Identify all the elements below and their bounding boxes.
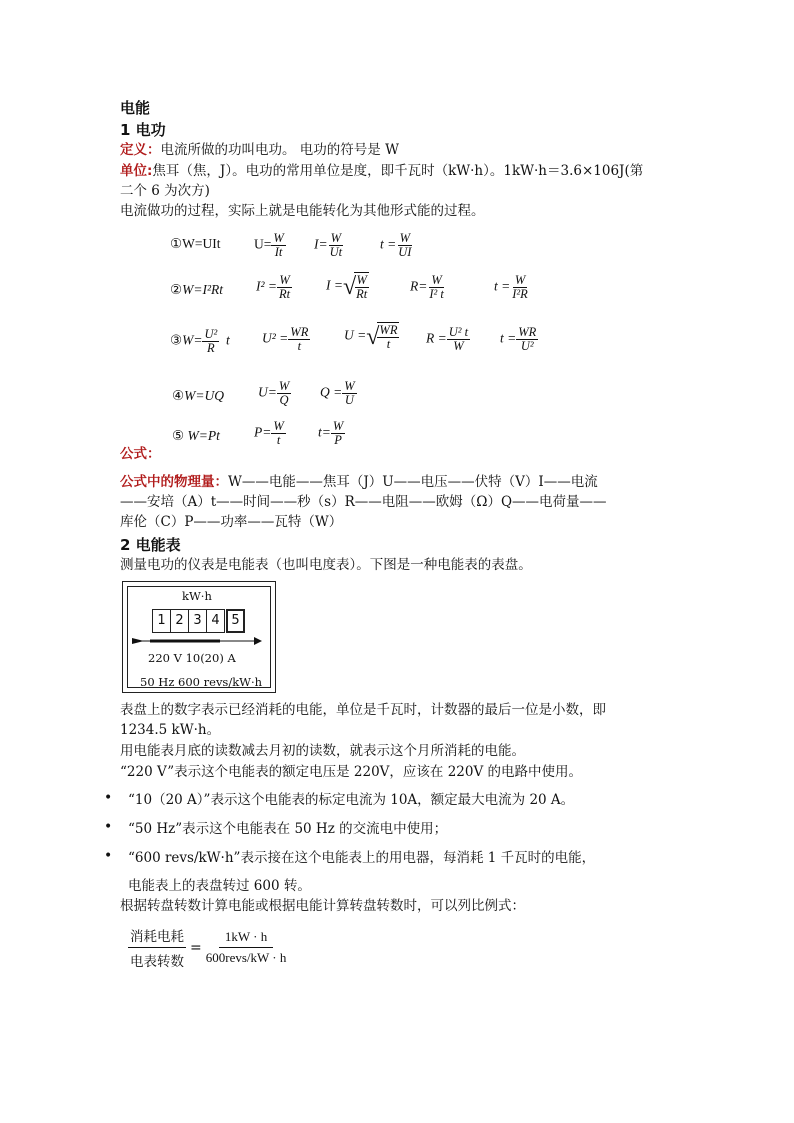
denominator: P bbox=[334, 433, 342, 447]
formula-fraction bbox=[288, 326, 310, 353]
formula-lhs: P= bbox=[254, 424, 272, 440]
unit-line bbox=[120, 161, 643, 181]
formula-lhs: I² = bbox=[256, 278, 278, 294]
denominator: UI bbox=[398, 245, 412, 259]
numerator: W bbox=[332, 419, 344, 433]
unit-label: 单位: bbox=[120, 163, 153, 179]
meter-digit: 1 bbox=[152, 609, 171, 633]
numerator: W bbox=[273, 231, 284, 245]
paragraph-monthly: 用电能表月底的读数减去月初的读数，就表示这个月所消耗的电能。 bbox=[120, 743, 525, 759]
numerator: W bbox=[330, 231, 342, 245]
process-text: 电流做功的过程，实际上就是电能转化为其他形式能的过程。 bbox=[120, 203, 485, 219]
formula-fraction bbox=[354, 274, 369, 301]
ratio-left-numerator: 消耗电耗 bbox=[128, 925, 186, 948]
meter-inner-frame bbox=[127, 586, 271, 688]
formula-number: ② bbox=[170, 282, 183, 297]
numerator: WR bbox=[290, 325, 309, 339]
numerator: WR bbox=[379, 323, 398, 337]
ratio-left-fraction bbox=[128, 925, 186, 970]
formula-label: 公式： bbox=[120, 446, 161, 462]
formula-lhs: I = bbox=[326, 277, 343, 293]
formula-factor: t bbox=[226, 332, 230, 348]
unit-line-2: 二个 6 为次方) bbox=[120, 183, 210, 199]
formula-fraction bbox=[331, 420, 345, 447]
formula-r5-b bbox=[254, 420, 286, 447]
denominator: U bbox=[344, 393, 354, 407]
formula-r3-e bbox=[500, 326, 538, 353]
formula-lhs: t = bbox=[500, 330, 517, 346]
formula-fraction bbox=[447, 326, 470, 353]
formula-r3-c bbox=[344, 322, 399, 351]
denominator: I² t bbox=[429, 287, 444, 301]
sqrt-sign: √ $\frac{WR}{t}$ bbox=[366, 323, 398, 351]
numerator: WR bbox=[518, 325, 537, 339]
formula-fraction bbox=[202, 328, 219, 355]
section-heading-electric-work: 1 电功 bbox=[120, 121, 166, 139]
formula-r1-c bbox=[314, 232, 344, 259]
formula-fraction bbox=[342, 380, 356, 407]
formula-fraction bbox=[271, 420, 285, 447]
numerator: W bbox=[279, 273, 290, 287]
bullet-frequency: “50 Hz”表示这个电能表在 50 Hz 的交流电中使用； bbox=[128, 821, 448, 837]
quantity-line-1 bbox=[120, 472, 598, 492]
formula-r1-d bbox=[380, 232, 413, 259]
formula-main: W=I²Rt bbox=[182, 282, 224, 297]
formula-r2-b bbox=[256, 274, 292, 301]
denominator: t bbox=[276, 433, 281, 447]
bullet-dot: • bbox=[104, 790, 113, 806]
formula-lhs: Q = bbox=[320, 384, 343, 400]
meter-digit-decimal: 5 bbox=[226, 609, 245, 633]
formula-lhs: W= bbox=[182, 332, 203, 348]
formula-r2-c bbox=[326, 272, 369, 301]
formula-lhs: t = bbox=[494, 278, 511, 294]
formula-lhs: U² = bbox=[262, 330, 289, 346]
formula-main: W=Pt bbox=[187, 428, 220, 443]
bullet-current: “10（20 A）”表示这个电能表的标定电流为 10A，额定最大电流为 20 A。 bbox=[128, 792, 575, 808]
proportion-formula bbox=[128, 925, 286, 970]
numerator: W bbox=[344, 379, 355, 393]
formula-fraction bbox=[271, 232, 285, 259]
denominator: It bbox=[274, 245, 283, 259]
equals-sign: = bbox=[190, 939, 202, 956]
formula-main: W=UIt bbox=[182, 236, 221, 251]
formula-row-3 bbox=[170, 328, 230, 355]
formula-row-1 bbox=[170, 236, 220, 252]
numerator: W bbox=[399, 231, 411, 245]
meter-digit: 2 bbox=[170, 609, 189, 633]
formula-lhs: U= bbox=[254, 236, 272, 252]
rotating-disc-arrow-icon bbox=[130, 635, 264, 647]
meter-digit: 3 bbox=[188, 609, 207, 633]
page-title: 电能 bbox=[120, 99, 151, 117]
formula-fraction bbox=[277, 380, 291, 407]
formula-number: ③ bbox=[170, 332, 183, 348]
formula-r2-e bbox=[494, 274, 530, 301]
formula-fraction bbox=[396, 232, 413, 259]
formula-row-5 bbox=[172, 428, 220, 444]
sqrt-sign: √ $\frac{W}{Rt}$ bbox=[342, 273, 368, 301]
formula-fraction bbox=[277, 274, 292, 301]
energy-meter-dial bbox=[122, 581, 276, 693]
formula-fraction bbox=[516, 326, 538, 353]
formula-r4-c bbox=[320, 380, 357, 407]
formula-fraction bbox=[427, 274, 446, 301]
paragraph-ratio-intro: 根据转盘转数计算电能或根据电能计算转盘转数时，可以列比例式： bbox=[120, 898, 525, 914]
formula-lhs: R= bbox=[410, 278, 428, 294]
numerator: W bbox=[356, 273, 367, 287]
denominator: t bbox=[297, 339, 302, 353]
formula-r1-b bbox=[254, 232, 286, 259]
meter-rating: 220 V 10(20) A bbox=[148, 651, 236, 665]
numerator: W bbox=[431, 273, 442, 287]
paragraph-digits-2: 1234.5 kW·h。 bbox=[120, 722, 221, 738]
denominator: Rt bbox=[356, 287, 368, 301]
formula-r5-c bbox=[318, 420, 345, 447]
bullet-revolutions: “600 revs/kW·h”表示接在这个电能表上的用电器，每消耗 1 千瓦时的电能， bbox=[128, 850, 596, 866]
formula-lhs: I= bbox=[314, 236, 328, 252]
formula-number: ④ bbox=[172, 388, 185, 403]
quantity-text: W——电能——焦耳（J）U——电压——伏特（V）I——电流 bbox=[228, 474, 598, 490]
formula-lhs: U = bbox=[344, 327, 367, 343]
meter-frequency: 50 Hz 600 revs/kW·h bbox=[140, 675, 263, 689]
bullet-dot: • bbox=[104, 819, 113, 835]
ratio-right-numerator: 1kW · h bbox=[219, 929, 273, 948]
numerator: W bbox=[273, 419, 284, 433]
quantity-line-3: 库伦（C）P——功率——瓦特（W） bbox=[120, 514, 343, 530]
numerator: U² bbox=[204, 327, 218, 341]
formula-row-2 bbox=[170, 282, 223, 298]
formula-main: W=UQ bbox=[184, 388, 224, 403]
formula-lhs: U= bbox=[258, 384, 277, 400]
denominator: Q bbox=[279, 393, 289, 407]
meter-digit: 4 bbox=[206, 609, 225, 633]
numerator: W bbox=[514, 273, 526, 287]
bullet-revolutions-cont: 电能表上的表盘转过 600 转。 bbox=[128, 878, 311, 894]
ratio-right-denominator: 600revs/kW · h bbox=[205, 950, 287, 965]
denominator: U² bbox=[520, 339, 534, 353]
denominator: Rt bbox=[279, 287, 291, 301]
denominator: R bbox=[207, 341, 215, 355]
formula-lhs: t= bbox=[318, 424, 331, 440]
denominator: W bbox=[453, 339, 464, 353]
bullet-dot: • bbox=[104, 848, 113, 864]
meter-intro: 测量电功的仪表是电能表（也叫电度表）。下图是一种电能表的表盘。 bbox=[120, 557, 532, 573]
formula-number: ⑤ bbox=[172, 428, 185, 443]
formula-row-4 bbox=[172, 388, 224, 404]
formula-fraction bbox=[328, 232, 345, 259]
quantity-label: 公式中的物理量： bbox=[120, 474, 228, 490]
definition-line bbox=[120, 140, 399, 160]
denominator: t bbox=[386, 337, 391, 351]
formula-lhs: t = bbox=[380, 236, 397, 252]
formula-fraction bbox=[510, 274, 530, 301]
formula-r3-d bbox=[426, 326, 470, 353]
unit-text: 焦耳（焦，J）。电功的常用单位是度，即千瓦时（kW·h）。1kW·h＝3.6×106J(第 bbox=[152, 163, 644, 179]
definition-text: 电流所做的功叫电功。 电功的符号是 W bbox=[160, 142, 399, 158]
formula-number: ① bbox=[170, 236, 183, 251]
denominator: I²R bbox=[512, 287, 528, 301]
denominator: Ut bbox=[329, 245, 343, 259]
ratio-right-fraction bbox=[206, 929, 287, 966]
paragraph-voltage: “220 V”表示这个电能表的额定电压是 220V，应该在 220V 的电路中使用。 bbox=[120, 764, 583, 780]
meter-unit: kW·h bbox=[182, 589, 212, 603]
numerator: U² t bbox=[448, 325, 469, 339]
definition-label: 定义： bbox=[120, 142, 161, 158]
ratio-left-denominator: 电表转数 bbox=[130, 954, 184, 970]
formula-r4-b bbox=[258, 380, 291, 407]
numerator: W bbox=[278, 379, 290, 393]
formula-r2-d bbox=[410, 274, 446, 301]
formula-lhs: R = bbox=[426, 330, 447, 346]
section-heading-energy-meter: 2 电能表 bbox=[120, 536, 181, 554]
paragraph-digits-1: 表盘上的数字表示已经消耗的电能，单位是千瓦时，计数器的最后一位是小数，即 bbox=[120, 702, 606, 718]
quantity-line-2: ——安培（A）t——时间——秒（s）R——电阻——欧姆（Ω）Q——电荷量—— bbox=[120, 494, 607, 510]
formula-fraction bbox=[377, 324, 399, 351]
formula-r3-b bbox=[262, 326, 310, 353]
